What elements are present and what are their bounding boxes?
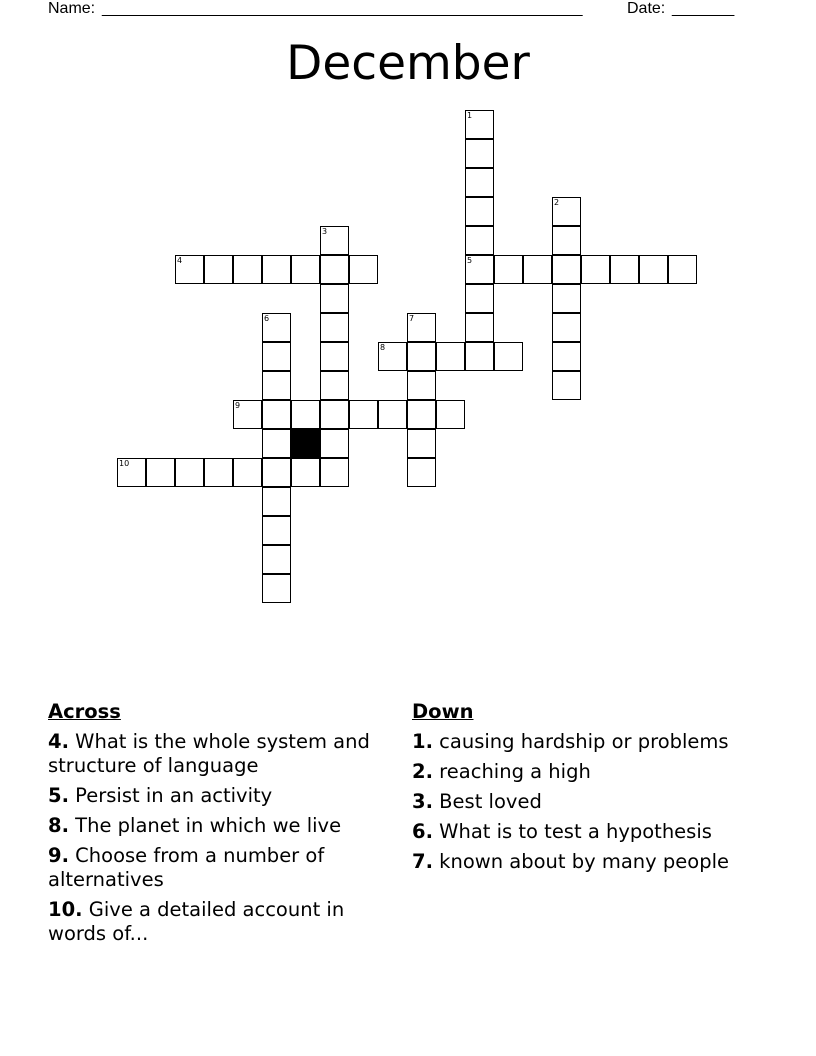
crossword-cell[interactable]: [175, 458, 204, 487]
down-clues: [412, 700, 752, 880]
cell-number: 10: [119, 459, 130, 468]
crossword-cell[interactable]: [320, 458, 349, 487]
cell-number: 7: [409, 314, 415, 323]
crossword-cell[interactable]: [465, 342, 494, 371]
clue-text: Choose from a number of alternatives: [48, 844, 325, 891]
crossword-cell[interactable]: [552, 284, 581, 313]
down-clue: [412, 760, 752, 784]
crossword-cell[interactable]: [262, 313, 291, 342]
crossword-cell[interactable]: [552, 371, 581, 400]
cell-number: 8: [380, 343, 386, 352]
clue-number: 2.: [412, 760, 433, 783]
crossword-cell[interactable]: [320, 255, 349, 284]
crossword-cell[interactable]: [552, 313, 581, 342]
clue-number: 8.: [48, 814, 69, 837]
crossword-cell[interactable]: [552, 342, 581, 371]
crossword-cell[interactable]: [262, 371, 291, 400]
down-clue: [412, 820, 752, 844]
crossword-cell[interactable]: [320, 400, 349, 429]
crossword-cell[interactable]: [552, 255, 581, 284]
crossword-cell[interactable]: [262, 342, 291, 371]
across-clue: [48, 898, 388, 946]
crossword-cell[interactable]: [436, 400, 465, 429]
crossword-cell[interactable]: [204, 458, 233, 487]
crossword-cell[interactable]: [320, 429, 349, 458]
across-clue: [48, 730, 388, 778]
crossword-cell[interactable]: [262, 400, 291, 429]
crossword-cell[interactable]: [407, 400, 436, 429]
crossword-cell[interactable]: [378, 400, 407, 429]
clue-text: known about by many people: [432, 850, 729, 873]
date-label: Date:: [627, 0, 666, 17]
crossword-cell[interactable]: [320, 226, 349, 255]
clue-number: 4.: [48, 730, 69, 753]
crossword-cell[interactable]: [639, 255, 668, 284]
crossword-cell[interactable]: [552, 226, 581, 255]
cell-number: 4: [177, 256, 183, 265]
crossword-cell[interactable]: [465, 226, 494, 255]
crossword-cell[interactable]: [465, 313, 494, 342]
clue-text: Persist in an activity: [68, 784, 273, 807]
crossword-cell[interactable]: [262, 429, 291, 458]
crossword-cell[interactable]: [407, 371, 436, 400]
clue-number: 10.: [48, 898, 83, 921]
across-clues: [48, 700, 388, 952]
crossword-cell[interactable]: [581, 255, 610, 284]
crossword-cell[interactable]: [117, 458, 146, 487]
cell-number: 5: [467, 256, 473, 265]
clue-number: 6.: [412, 820, 433, 843]
across-clue: [48, 784, 388, 808]
crossword-cell[interactable]: [465, 197, 494, 226]
cell-number: 9: [235, 401, 241, 410]
black-square: [291, 429, 320, 458]
clue-number: 5.: [48, 784, 69, 807]
clue-number: 7.: [412, 850, 433, 873]
crossword-cell[interactable]: [262, 487, 291, 516]
crossword-cell[interactable]: [291, 458, 320, 487]
clue-text: What is to test a hypothesis: [432, 820, 712, 843]
crossword-cell[interactable]: [291, 400, 320, 429]
crossword-cell[interactable]: [349, 255, 378, 284]
crossword-cell[interactable]: [494, 342, 523, 371]
crossword-cell[interactable]: [262, 574, 291, 603]
clue-number: 9.: [48, 844, 69, 867]
crossword-cell[interactable]: [320, 284, 349, 313]
crossword-cell[interactable]: [175, 255, 204, 284]
name-label: Name:: [48, 0, 96, 17]
down-clue: [412, 730, 752, 754]
crossword-cell[interactable]: [436, 342, 465, 371]
clue-text: causing hardship or problems: [432, 730, 729, 753]
clue-number: 3.: [412, 790, 433, 813]
crossword-cell[interactable]: [233, 400, 262, 429]
crossword-cell[interactable]: [465, 284, 494, 313]
clue-text: The planet in which we live: [68, 814, 342, 837]
crossword-cell[interactable]: [407, 429, 436, 458]
across-clue: [48, 814, 388, 838]
crossword-cell[interactable]: [291, 255, 320, 284]
crossword-cell[interactable]: [262, 255, 291, 284]
across-heading: Across: [48, 700, 121, 723]
down-heading: Down: [412, 700, 474, 723]
page-title: December: [286, 36, 530, 91]
crossword-cell[interactable]: [465, 139, 494, 168]
crossword-cell[interactable]: [465, 110, 494, 139]
across-clue: [48, 844, 388, 892]
clue-text: What is the whole system and structure of language: [48, 730, 370, 777]
crossword-cell[interactable]: [262, 516, 291, 545]
clue-text: Give a detailed account in words of...: [48, 898, 345, 945]
cell-number: 2: [554, 198, 560, 207]
clue-number: 1.: [412, 730, 433, 753]
crossword-cell[interactable]: [407, 342, 436, 371]
name-field[interactable]: ______________________________________________________: [102, 0, 583, 17]
crossword-cell[interactable]: [320, 342, 349, 371]
cell-number: 6: [264, 314, 270, 323]
crossword-cell[interactable]: [610, 255, 639, 284]
crossword-cell[interactable]: [262, 458, 291, 487]
crossword-cell[interactable]: [407, 458, 436, 487]
crossword-cell[interactable]: [378, 342, 407, 371]
crossword-cell[interactable]: [407, 313, 436, 342]
crossword-cell[interactable]: [668, 255, 697, 284]
crossword-cell[interactable]: [349, 400, 378, 429]
crossword-cell[interactable]: [523, 255, 552, 284]
crossword-cell[interactable]: [233, 255, 262, 284]
cell-number: 1: [467, 111, 473, 120]
crossword-cell[interactable]: [262, 545, 291, 574]
crossword-cell[interactable]: [320, 371, 349, 400]
down-clue: [412, 790, 752, 814]
crossword-cell[interactable]: [233, 458, 262, 487]
crossword-cell[interactable]: [320, 313, 349, 342]
down-clue: [412, 850, 752, 874]
clue-text: reaching a high: [432, 760, 591, 783]
crossword-cell[interactable]: [204, 255, 233, 284]
crossword-cell[interactable]: [494, 255, 523, 284]
cell-number: 3: [322, 227, 328, 236]
clue-text: Best loved: [432, 790, 542, 813]
crossword-cell[interactable]: [552, 197, 581, 226]
crossword-cell[interactable]: [465, 168, 494, 197]
crossword-cell[interactable]: [465, 255, 494, 284]
date-field[interactable]: _______: [672, 0, 735, 17]
crossword-cell[interactable]: [146, 458, 175, 487]
